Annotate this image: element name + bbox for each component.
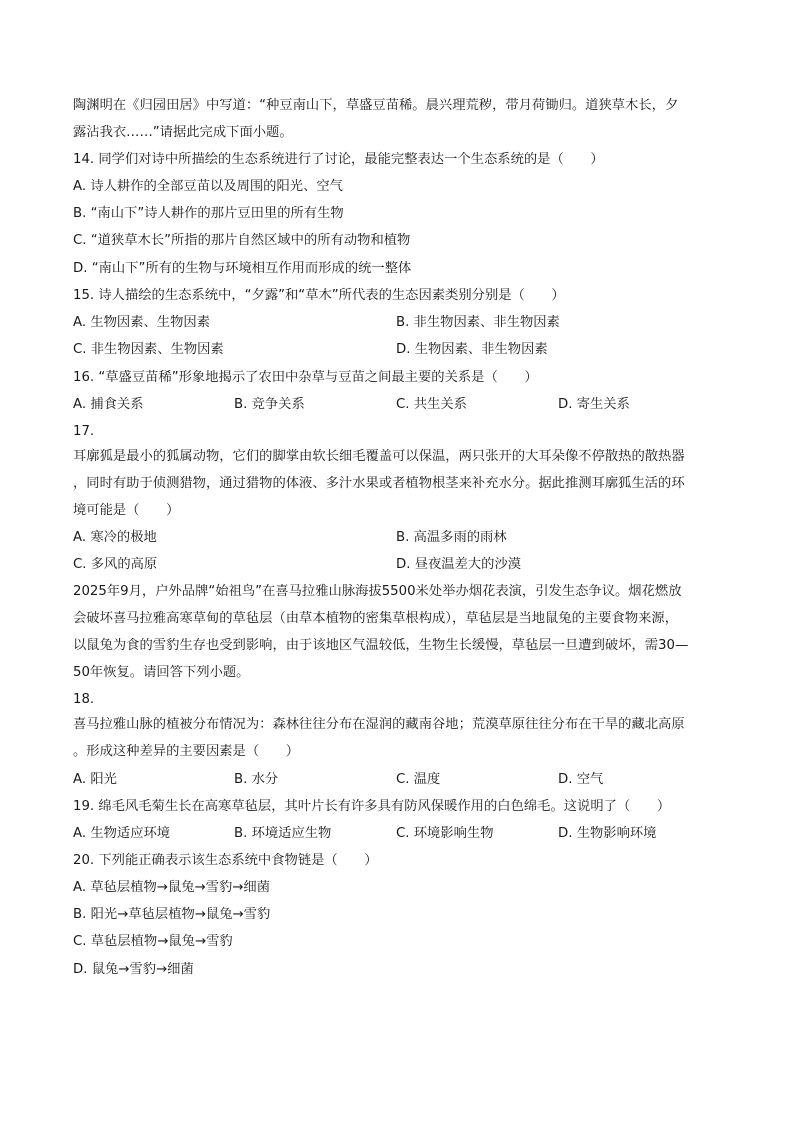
question-17-stem: ，同时有助于侦测猎物，通过猎物的体液、多汁水果或者植物根茎来补充水分。据此推测耳廓狐生活的环	[73, 476, 685, 491]
q20-option-a: A. 草毡层植物→鼠兔→雪豹→细菌	[73, 880, 271, 895]
q16-option-a: A. 捕食关系	[73, 397, 144, 412]
question-16-stem: 16. “草盛豆苗稀”形象地揭示了农田中杂草与豆苗之间最主要的关系是（ ）	[73, 370, 538, 385]
question-17-stem: 境可能是（ ）	[73, 503, 180, 518]
q19-option-d: D. 生物影响环境	[558, 826, 657, 841]
q14-option-a: A. 诗人耕作的全部豆苗以及周围的阳光、空气	[73, 179, 343, 194]
q17-option-a: A. 寒冷的极地	[73, 530, 157, 545]
passage-text: 50年恢复。请回答下列小题。	[73, 665, 250, 680]
q18-option-a: A. 阳光	[73, 772, 117, 787]
q20-option-c: C. 草毡层植物→鼠兔→雪豹	[73, 934, 233, 949]
passage-text: 露沾我衣……”请据此完成下面小题。	[73, 125, 293, 140]
q16-option-d: D. 寄生关系	[558, 397, 630, 412]
q20-option-b: B. 阳光→草毡层植物→鼠兔→雪豹	[73, 907, 271, 922]
q18-option-c: C. 温度	[396, 772, 441, 787]
q17-option-d: D. 昼夜温差大的沙漠	[396, 557, 522, 572]
q14-option-c: C. “道狭草木长”所指的那片自然区域中的所有动物和植物	[73, 233, 411, 248]
q18-option-b: B. 水分	[234, 772, 279, 787]
q16-option-c: C. 共生关系	[396, 397, 467, 412]
q17-option-b: B. 高温多雨的雨林	[396, 530, 507, 545]
q19-option-c: C. 环境影响生物	[396, 826, 494, 841]
question-20-stem: 20. 下列能正确表示该生态系统中食物链是（ ）	[73, 853, 378, 868]
passage-text: 会破坏喜马拉雅高寒草甸的草毡层（由草本植物的密集草根构成），草毡层是当地鼠兔的主要食物来源，	[73, 611, 679, 626]
q20-option-d: D. 鼠兔→雪豹→细菌	[73, 962, 194, 977]
question-18-stem: 。形成这种差异的主要因素是（ ）	[73, 744, 300, 759]
q14-option-b: B. “南山下”诗人耕作的那片豆田里的所有生物	[73, 206, 344, 221]
q14-option-d: D. “南山下”所有的生物与环境相互作用而形成的统一整体	[73, 261, 412, 276]
question-15-stem: 15. 诗人描绘的生态系统中，“夕露”和“草木”所代表的生态因素类别分别是（ ）	[73, 288, 565, 303]
q15-option-b: B. 非生物因素、非生物因素	[396, 315, 560, 330]
q15-option-d: D. 生物因素、非生物因素	[396, 342, 548, 357]
q19-option-a: A. 生物适应环境	[73, 826, 171, 841]
question-18-number: 18.	[73, 692, 95, 707]
passage-text: 以鼠兔为食的雪豹生存也受到影响，由于该地区气温较低，生物生长缓慢，草毡层一旦遭到破坏，需30—	[73, 638, 689, 653]
q15-option-a: A. 生物因素、生物因素	[73, 315, 210, 330]
question-19-stem: 19. 绵毛风毛菊生长在高寒草毡层，其叶片长有许多具有防风保暖作用的白色绵毛。这说明了（ ）	[73, 799, 671, 814]
q15-option-c: C. 非生物因素、生物因素	[73, 342, 224, 357]
q19-option-b: B. 环境适应生物	[234, 826, 332, 841]
question-17-stem: 耳廓狐是最小的狐属动物，它们的脚掌由软长细毛覆盖可以保温，两只张开的大耳朵像不停散热的散热器	[73, 449, 685, 464]
passage-text: 陶渊明在《归园田居》中写道：“种豆南山下，草盛豆苗稀。晨兴理荒秽，带月荷锄归。道狭草木长，夕	[73, 98, 679, 113]
question-14-stem: 14. 同学们对诗中所描绘的生态系统进行了讨论，最能完整表达一个生态系统的是（ ）	[73, 152, 604, 167]
question-17-number: 17.	[73, 424, 95, 439]
q18-option-d: D. 空气	[558, 772, 604, 787]
question-18-stem: 喜马拉雅山脉的植被分布情况为：森林往往分布在湿润的藏南谷地；荒漠草原往往分布在干旱的藏北高原	[73, 717, 685, 732]
q17-option-c: C. 多风的高原	[73, 557, 158, 572]
q16-option-b: B. 竞争关系	[234, 397, 305, 412]
passage-text: 2025年9月，户外品牌“始祖鸟”在喜马拉雅山脉海拔5500米处举办烟花表演，引发生态争议。烟花燃放	[73, 584, 682, 599]
